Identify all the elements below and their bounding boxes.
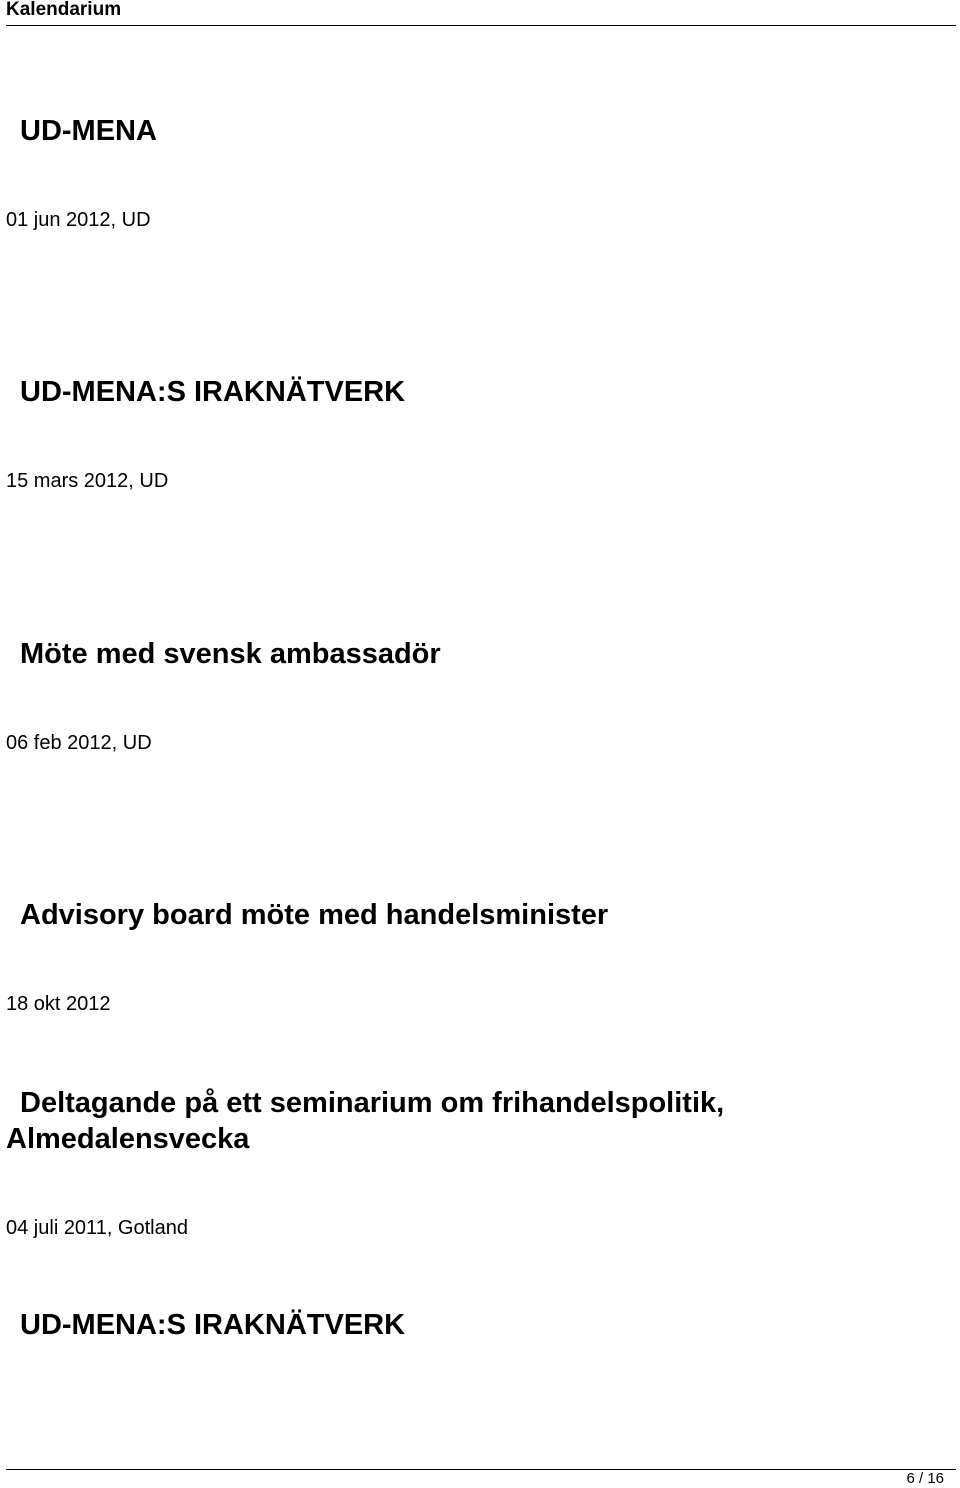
event-title: UD-MENA:S IRAKNÄTVERK: [20, 1309, 406, 1341]
event-meta: 04 juli 2011, Gotland: [6, 1217, 188, 1239]
event-meta: 06 feb 2012, UD: [6, 732, 152, 754]
event-meta: 15 mars 2012, UD: [6, 470, 169, 492]
header-divider: [6, 25, 956, 26]
event-meta: 01 jun 2012, UD: [6, 209, 151, 231]
event-title: UD-MENA: [20, 115, 157, 147]
footer-divider: [6, 1469, 956, 1470]
event-meta: 18 okt 2012: [6, 993, 111, 1015]
header-title: Kalendarium: [6, 0, 122, 20]
page-number: 6 / 16: [906, 1470, 944, 1487]
event-title: UD-MENA:S IRAKNÄTVERK: [20, 376, 406, 408]
event-title: Möte med svensk ambassadör: [20, 638, 441, 670]
event-title: Deltagande på ett seminarium om frihandelspolitik, Almedalensvecka: [6, 1087, 725, 1155]
event-title: Advisory board möte med handelsminister: [20, 899, 609, 931]
